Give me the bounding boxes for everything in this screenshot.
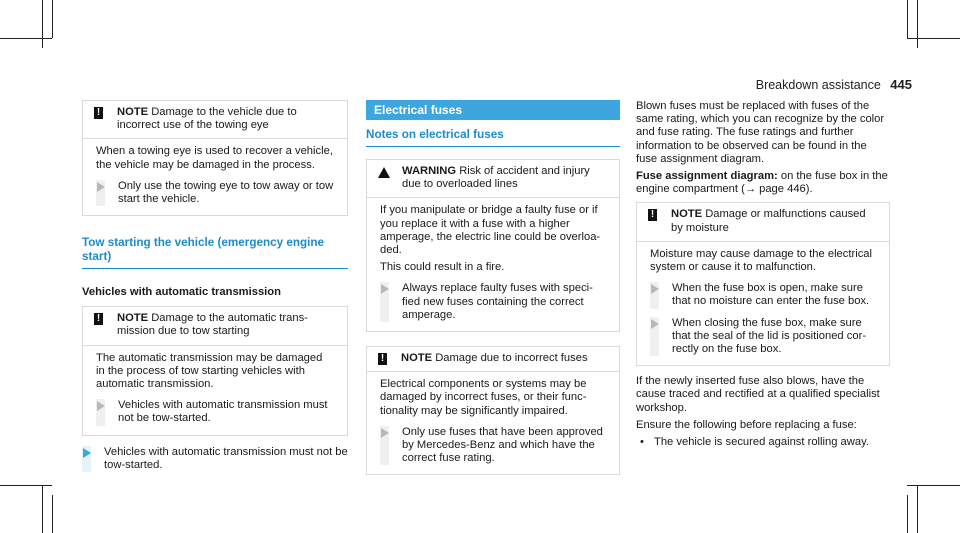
- paragraph: Ensure the following before replacing a fuse:: [636, 418, 857, 431]
- warning-body: If you manipulate or bridge a faulty fuse or if you replace it with a fuse with a higher amperage, the electric line could be overloaded.: [380, 204, 601, 257]
- notice-box: [82, 100, 348, 216]
- crop-mark: [0, 38, 52, 39]
- step-text: When closing the fuse box, make sure that the seal of the lid is positioned correctly on the fuse box.: [672, 316, 867, 356]
- action-step: [650, 317, 876, 357]
- page-number: 445: [890, 77, 912, 92]
- column-right: [636, 100, 890, 449]
- list-item: [636, 436, 890, 449]
- notice-label: NOTE: [117, 312, 149, 325]
- section-heading: Notes on electrical fuses: [366, 128, 504, 141]
- notice-body: When a towing eye is used to recover a vehicle, the vehicle may be damaged in the process.: [96, 145, 333, 171]
- notice-label: NOTE: [117, 106, 149, 118]
- crop-mark: [52, 0, 53, 38]
- notice-body: The automatic transmission may be damaged in the process of tow starting vehicles with automatic transmission.: [96, 351, 323, 391]
- warning-body: This could result in a fire.: [380, 261, 505, 274]
- step-text: Always replace faulty fuses with specified new fuses containing the correct amperage.: [402, 282, 593, 321]
- action-step: [96, 399, 334, 425]
- action-step: [380, 282, 606, 322]
- fuse-diagram-label: Fuse assignment diagram:: [636, 170, 778, 183]
- crop-mark: [0, 485, 52, 486]
- crop-mark: [52, 495, 53, 533]
- exclamation-icon: !: [94, 313, 103, 325]
- play-arrow-icon: [381, 284, 389, 294]
- notice-label: NOTE: [671, 208, 703, 221]
- play-arrow-icon: [97, 401, 105, 411]
- paragraph: If the newly inserted fuse also blows, have the cause traced and rectified at a qualified specialist workshop.: [636, 375, 880, 414]
- exclamation-icon: !: [94, 107, 103, 119]
- exclamation-icon: !: [378, 353, 387, 365]
- notice-box: [82, 306, 348, 435]
- step-text: When the fuse box is open, make sure that no moisture can enter the fuse box.: [672, 282, 870, 308]
- warning-title: Risk of accident and injury due to overloaded lines: [402, 165, 590, 191]
- crop-mark: [42, 485, 43, 533]
- page-header: [756, 77, 912, 92]
- play-arrow-icon: [381, 428, 389, 438]
- action-step: [96, 180, 334, 206]
- play-arrow-icon: [651, 284, 659, 294]
- play-arrow-icon: [97, 182, 105, 192]
- warning-box: [366, 159, 620, 332]
- notice-body: Electrical components or systems may be damaged by incorrect fuses, or their functionality may be significantly impaired.: [380, 378, 587, 417]
- notice-title: Damage or malfunctions caused by moisture: [671, 208, 866, 234]
- action-step: [82, 446, 348, 472]
- step-text: Only use fuses that have been approved by Mercedes-Benz and which have the correct fuse rating.: [402, 425, 603, 465]
- crop-mark: [917, 485, 918, 533]
- step-text: Vehicles with automatic transmission must not be tow-started.: [118, 399, 328, 425]
- list-item-text: The vehicle is secured against rolling away.: [654, 436, 869, 449]
- exclamation-icon: !: [648, 209, 657, 221]
- notice-label: NOTE: [401, 352, 433, 365]
- column-left: [82, 100, 348, 472]
- paragraph: Blown fuses must be replaced with fuses of the same rating, which you can recognize by the color and fuse rating. The fuse ratings and further information to be observed can be found in the fuse assignment diagram.: [636, 100, 885, 165]
- column-middle: [366, 100, 620, 475]
- action-step: [650, 282, 876, 308]
- bullet-icon: •: [640, 436, 644, 449]
- notice-box: [366, 346, 620, 475]
- step-text: Only use the towing eye to tow away or tow start the vehicle.: [118, 179, 334, 206]
- section-heading: Tow starting the vehicle (emergency engine start): [82, 236, 325, 264]
- play-arrow-icon: [83, 448, 91, 458]
- notice-title: Damage to the vehicle due to incorrect use of the towing eye: [117, 106, 297, 132]
- play-arrow-icon: [651, 319, 659, 329]
- crop-mark: [907, 38, 960, 39]
- notice-title: Damage due to incorrect fuses: [435, 352, 588, 365]
- notice-box: [636, 202, 890, 366]
- crop-mark: [917, 0, 918, 48]
- crop-mark: [907, 485, 960, 486]
- notice-body: Moisture may cause damage to the electrical system or cause it to malfunction.: [650, 247, 872, 274]
- chapter-banner: Electrical fuses: [366, 100, 620, 120]
- crop-mark: [42, 0, 43, 48]
- notice-title: Damage to the automatic transmission due to tow starting: [117, 312, 308, 338]
- warning-label: WARNING: [402, 165, 457, 177]
- warning-triangle-icon: [378, 167, 390, 178]
- section-title: Breakdown assistance: [755, 78, 881, 92]
- fuse-diagram-text: on the fuse box in the engine compartment (→ page 446).: [636, 170, 888, 196]
- step-text: Vehicles with automatic transmission must not be tow-started.: [104, 445, 348, 471]
- subheading: Vehicles with automatic transmission: [82, 286, 281, 299]
- crop-mark: [907, 495, 908, 533]
- crop-mark: [907, 0, 908, 38]
- action-step: [380, 426, 606, 466]
